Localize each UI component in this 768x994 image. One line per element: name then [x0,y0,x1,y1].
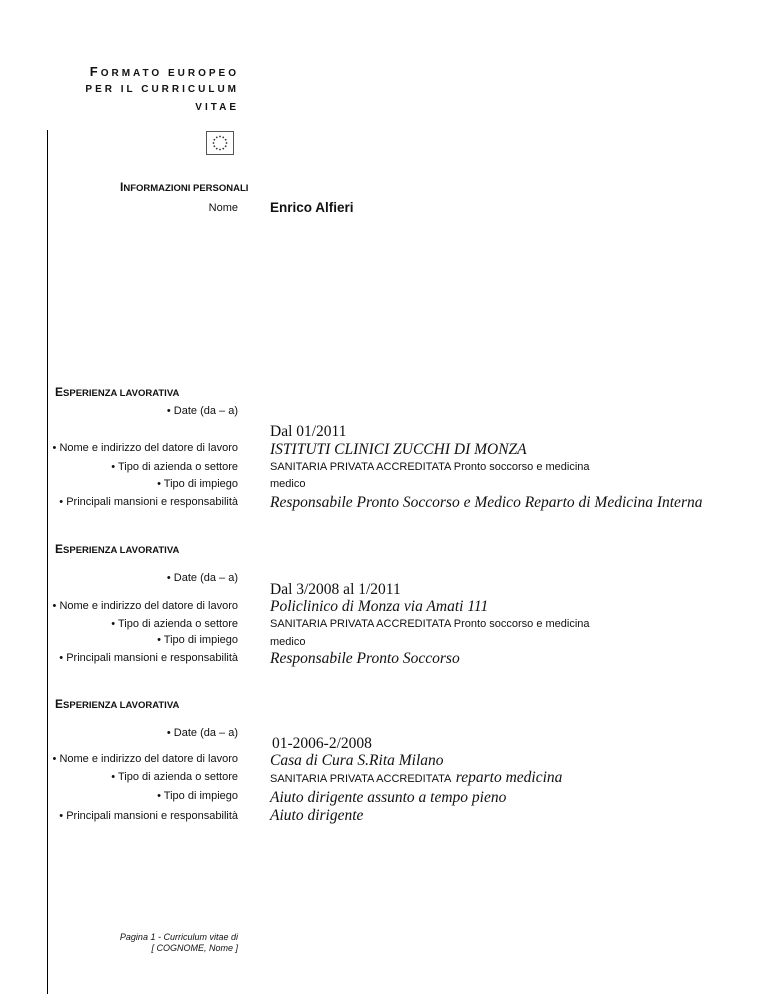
job-type-label: • Tipo di impiego [157,634,238,646]
footer-line1: Pagina 1 - Curriculum vitae di [119,932,238,942]
employer-label: • Nome e indirizzo del datore di lavoro [52,753,238,765]
footer-line2: [ COGNOME, Nome ] [151,943,238,953]
eu-star [213,139,215,141]
employer-value: Policlinico di Monza via Amati 111 [270,598,489,615]
date-label: • Date (da – a) [166,572,238,584]
job-type-label: • Tipo di impiego [157,790,238,802]
header-title-line3: VITAE [195,102,239,113]
date-value: Dal 3/2008 al 1/2011 [270,581,401,598]
section-heading-personal: INFORMAZIONI PERSONALI [120,180,249,194]
date-value: 01-2006-2/2008 [272,735,372,752]
job-type-value: medico [270,636,306,648]
date-label: • Date (da – a) [166,727,238,739]
job-type-value: Aiuto dirigente assunto a tempo pieno [270,789,507,806]
duties-label: • Principali mansioni e responsabilità [59,652,238,664]
vertical-divider [47,130,48,994]
sector-label: • Tipo di azienda o settore [111,771,238,783]
date-label: • Date (da – a) [166,405,238,417]
sector-value: SANITARIA PRIVATA ACCREDITATA reparto medicina [270,769,563,786]
section-heading-experience: ESPERIENZA LAVORATIVA [55,385,180,399]
header-title-line2: PER IL CURRICULUM [85,84,239,95]
eu-star [222,148,224,150]
header-title-line1: FORMATO EUROPEO [89,64,239,79]
name-value: Enrico Alfieri [270,200,354,215]
job-type-value: medico [270,478,306,490]
eu-star [213,142,215,144]
duties-label: • Principali mansioni e responsabilità [59,810,238,822]
eu-star [226,142,228,144]
eu-star [219,136,221,138]
date-value: Dal 01/2011 [270,423,347,440]
eu-star [219,149,221,151]
employer-value: Casa di Cura S.Rita Milano [270,752,444,769]
sector-value: SANITARIA PRIVATA ACCREDITATA Pronto soccorso e medicina [270,618,590,630]
eu-star [225,145,227,147]
employer-value: ISTITUTI CLINICI ZUCCHI DI MONZA [270,441,527,458]
section-heading-experience: ESPERIENZA LAVORATIVA [55,697,180,711]
sector-label: • Tipo di azienda o settore [111,461,238,473]
section-heading-experience: ESPERIENZA LAVORATIVA [55,542,180,556]
eu-star [222,136,224,138]
page-number: 1 [150,932,156,942]
duties-value: Responsabile Pronto Soccorso e Medico Reparto di Medicina Interna [270,494,703,511]
eu-flag-icon [206,131,234,155]
eu-star [225,139,227,141]
employer-label: • Nome e indirizzo del datore di lavoro [52,600,238,612]
eu-star [216,148,218,150]
sector-label: • Tipo di azienda o settore [111,618,238,630]
eu-star [216,136,218,138]
name-label: Nome [208,202,238,214]
duties-value: Responsabile Pronto Soccorso [270,650,460,667]
page-footer [120,932,238,954]
job-type-label: • Tipo di impiego [157,478,238,490]
employer-label: • Nome e indirizzo del datore di lavoro [52,442,238,454]
sector-value: SANITARIA PRIVATA ACCREDITATA Pronto soccorso e medicina [270,461,590,473]
eu-star [213,145,215,147]
duties-label: • Principali mansioni e responsabilità [59,496,238,508]
duties-value: Aiuto dirigente [270,807,364,824]
